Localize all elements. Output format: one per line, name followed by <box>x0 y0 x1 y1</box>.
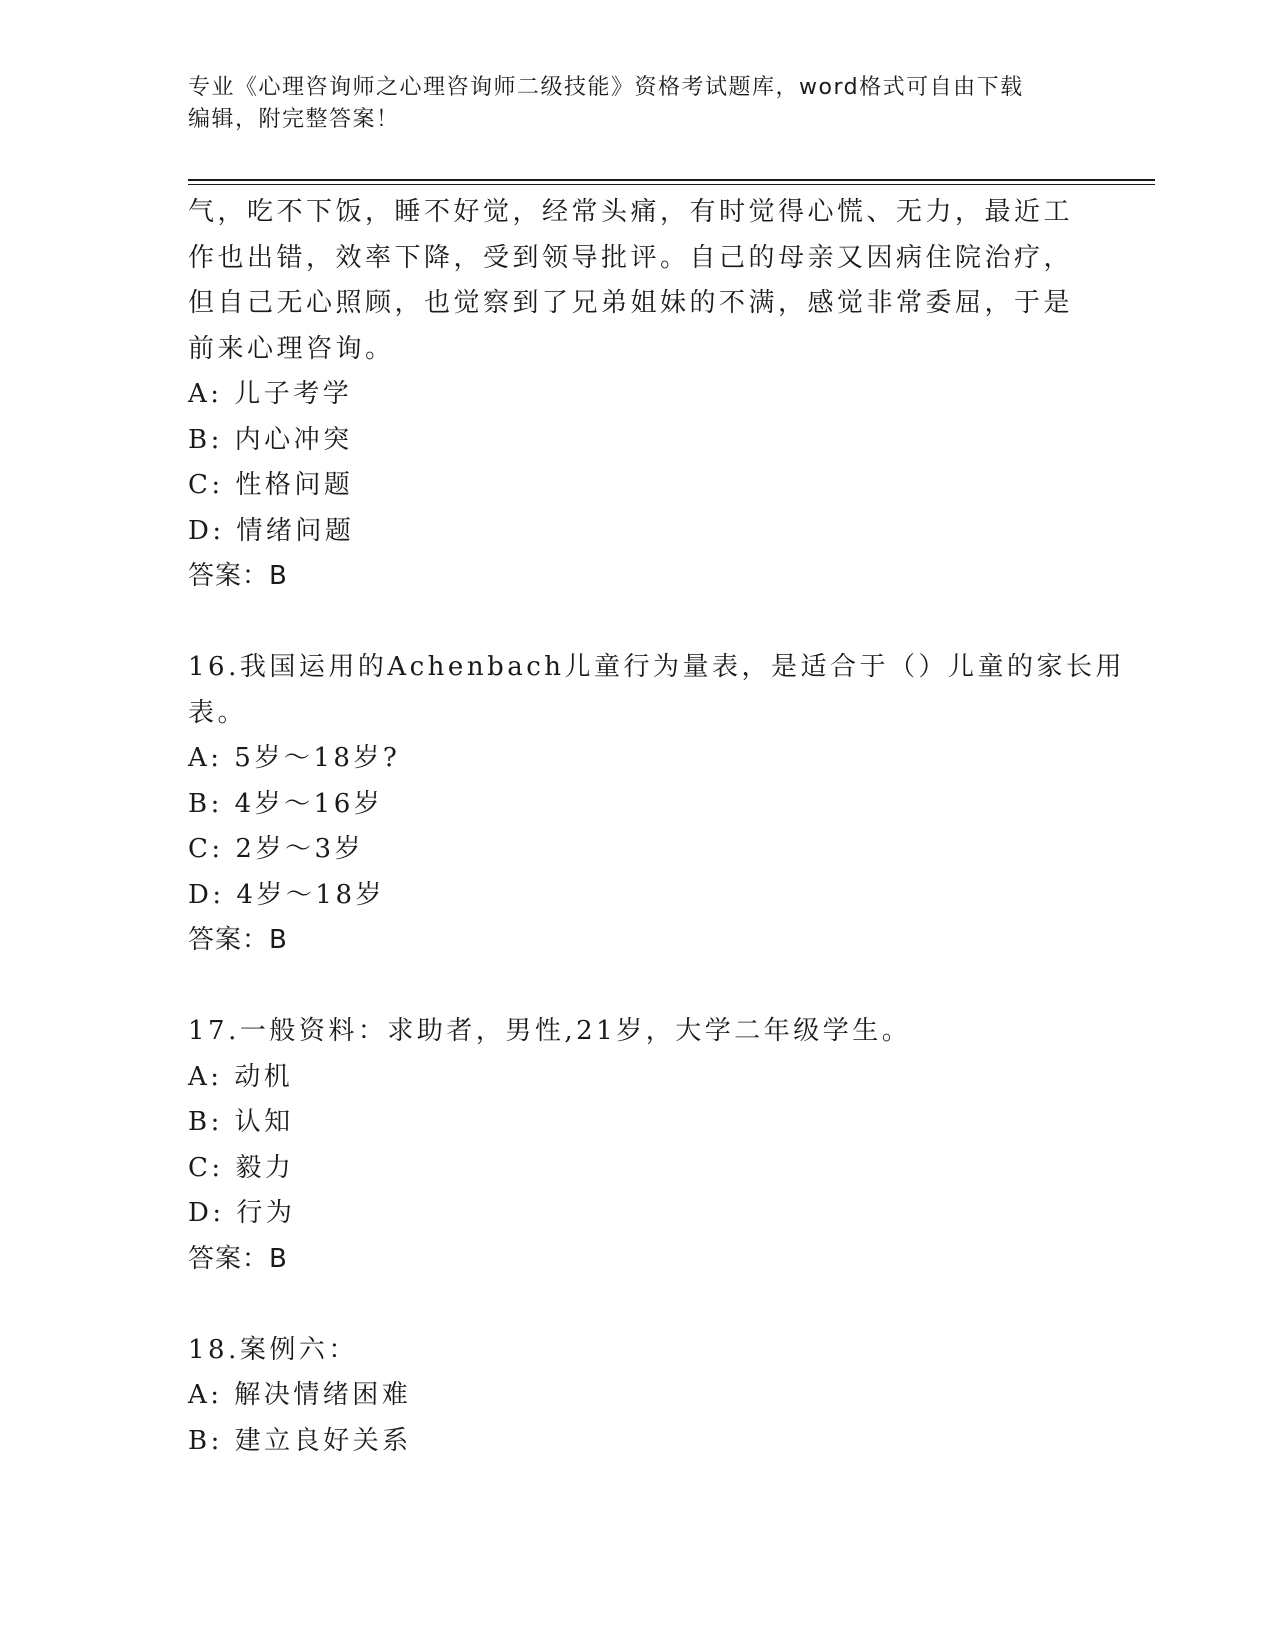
spacer <box>188 1282 1068 1328</box>
answer-line: 答案：B <box>188 561 288 591</box>
page-header <box>188 72 1068 136</box>
question-stem-line: 17.一般资料：求助者，男性,21岁，大学二年级学生。 <box>188 1016 912 1046</box>
question-stem-line: 作也出错，效率下降，受到领导批评。自己的母亲又因病住院治疗， <box>188 242 1074 273</box>
header-line-2: 编辑，附完整答案！ <box>188 107 400 132</box>
option-a: A: 儿子考学 <box>188 379 353 409</box>
option-c: C: 2岁～3岁 <box>188 834 365 864</box>
option-a: A: 解决情绪困难 <box>188 1380 412 1410</box>
option-b: B: 内心冲突 <box>188 424 353 455</box>
option-c: C: 毅力 <box>188 1152 295 1183</box>
option-b: B: 4岁～16岁 <box>188 788 384 819</box>
option-c: C: 性格问题 <box>188 470 354 500</box>
option-a: A: 5岁～18岁? <box>188 743 401 773</box>
option-a: A: 动机 <box>188 1061 294 1092</box>
option-d: D: 4岁～18岁 <box>188 879 385 910</box>
header-divider-thick <box>188 179 1155 181</box>
question-stem-line: 16.我国运用的Achenbach儿童行为量表，是适合于（）儿童的家长用 <box>188 652 1126 682</box>
answer-line: 答案：B <box>188 925 288 955</box>
spacer <box>188 964 1068 1010</box>
option-b: B: 认知 <box>188 1107 294 1137</box>
option-b: B: 建立良好关系 <box>188 1425 412 1456</box>
question-stem-line: 气，吃不下饭，睡不好觉，经常头痛，有时觉得心慌、无力，最近工 <box>188 197 1074 227</box>
document-body <box>188 190 1126 1464</box>
question-stem-line: 表。 <box>188 697 248 728</box>
question-16 <box>188 645 1126 964</box>
header-line-1: 专业《心理咨询师之心理咨询师二级技能》资格考试题库，word格式可自由下载 <box>188 75 1024 100</box>
answer-line: 答案：B <box>188 1243 288 1274</box>
question-stem-line: 前来心理咨询。 <box>188 333 395 364</box>
header-divider-thin <box>188 184 1155 185</box>
question-stem-line: 但自己无心照顾，也觉察到了兄弟姐妹的不满，感觉非常委屈，于是 <box>188 288 1074 318</box>
spacer <box>188 600 1068 646</box>
option-d: D: 行为 <box>188 1198 296 1228</box>
question-17 <box>188 1009 1068 1282</box>
question-15 <box>188 190 1074 600</box>
question-stem-line: 18.案例六： <box>188 1334 358 1365</box>
option-d: D: 情绪问题 <box>188 515 355 546</box>
question-18 <box>188 1328 1068 1465</box>
